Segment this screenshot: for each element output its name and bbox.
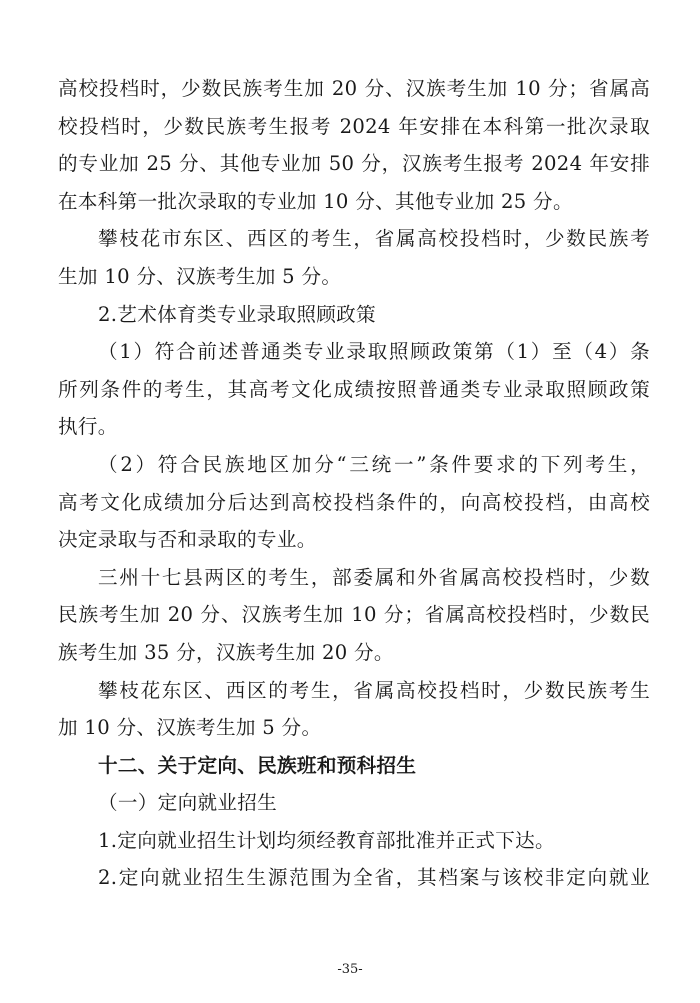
text-line: 1.定向就业招生计划均须经教育部批准并正式下达。 (98, 828, 555, 852)
text-line: 攀枝花东区、西区的考生，省属高校投档时，少数民族考生 (98, 678, 650, 702)
text-line: 加 10 分、汉族考生加 5 分。 (58, 716, 322, 740)
text-line: 在本科第一批次录取的专业加 10 分、其他专业加 25 分。 (58, 189, 573, 213)
section-heading: 十二、关于定向、民族班和预科招生 (98, 753, 417, 777)
text-line: 民族考生加 20 分、汉族考生加 10 分；省属高校投档时，少数民 (58, 603, 650, 627)
subsection-title: （一）定向就业招生 (98, 791, 278, 815)
text-line: （2）符合民族地区加分“三统一”条件要求的下列考生， (98, 452, 650, 476)
text-line: 高考文化成绩加分后达到高校投档条件的，向高校投档，由高校 (58, 490, 650, 514)
page-number: -35- (337, 962, 363, 977)
text-line: 决定录取与否和录取的专业。 (58, 528, 317, 552)
text-line: （1）符合前述普通类专业录取照顾政策第（1）至（4）条 (98, 340, 650, 364)
text-line: 高校投档时，少数民族考生加 20 分、汉族考生加 10 分；省属高 (58, 77, 650, 100)
text-line: 的专业加 25 分、其他专业加 50 分，汉族考生报考 2024 年安排 (58, 152, 650, 176)
text-line: 执行。 (58, 415, 118, 439)
text-line: 2.定向就业招生生源范围为全省，其档案与该校非定向就业 (98, 866, 650, 890)
text-line: 攀枝花市东区、西区的考生，省属高校投档时，少数民族考 (98, 227, 650, 251)
text-line: 三州十七县两区的考生，部委属和外省属高校投档时，少数 (98, 565, 650, 589)
text-line: 校投档时，少数民族考生报考 2024 年安排在本科第一批次录取 (58, 114, 650, 138)
text-line: 族考生加 35 分，汉族考生加 20 分。 (58, 640, 394, 664)
subsection-title: 2.艺术体育类专业录取照顾政策 (98, 302, 376, 326)
text-line: 生加 10 分、汉族考生加 5 分。 (58, 264, 342, 288)
text-line: 所列条件的考生，其高考文化成绩按照普通类专业录取照顾政策 (58, 377, 650, 401)
document-body (58, 70, 650, 897)
